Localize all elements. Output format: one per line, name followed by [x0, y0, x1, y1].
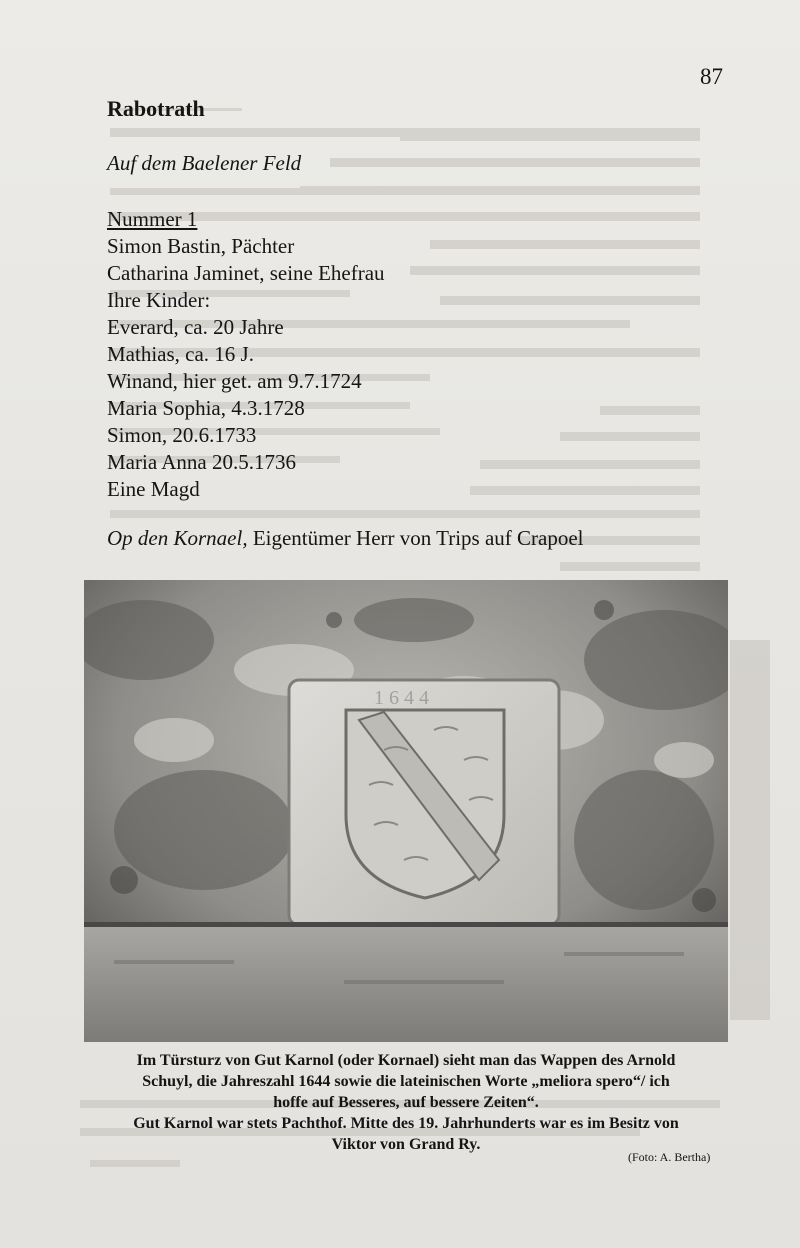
entry-line: Simon, 20.6.1733: [107, 423, 257, 447]
entry-line: Winand, hier get. am 9.7.1724: [107, 369, 362, 393]
entry-line: Everard, ca. 20 Jahre: [107, 315, 284, 339]
household-entry: [107, 206, 385, 503]
caption-line: Schuyl, die Jahreszahl 1644 sowie die lateinischen Worte „meliora spero“/ ich: [142, 1073, 670, 1090]
caption-line: hoffe auf Besseres, auf bessere Zeiten“.: [273, 1094, 539, 1111]
stone-lintel-image: [84, 580, 728, 1042]
entry-line: Ihre Kinder:: [107, 288, 211, 312]
entry-number-label: Nummer 1: [107, 207, 198, 231]
photo-credit: (Foto: A. Bertha): [628, 1150, 711, 1164]
entry-line: Maria Sophia, 4.3.1728: [107, 396, 305, 420]
caption-line: Viktor von Grand Ry.: [331, 1136, 481, 1153]
section-heading: Rabotrath: [107, 96, 205, 121]
location-subheading: Auf dem Baelener Feld: [107, 151, 302, 175]
place-line: [107, 526, 584, 551]
entry-line: Simon Bastin, Pächter: [107, 234, 295, 258]
entry-line: Catharina Jaminet, seine Ehefrau: [107, 261, 385, 285]
entry-line: Mathias, ca. 16 J.: [107, 342, 254, 366]
page-number: 87: [700, 64, 723, 89]
place-owner-text: Eigentümer Herr von Trips auf Crapoel: [247, 526, 584, 550]
caption-line: Gut Karnol war stets Pachthof. Mitte des 19. Jahrhunderts war es im Besitz von: [133, 1115, 679, 1132]
coat-of-arms-photo: [84, 580, 728, 1042]
caption-line: Im Türsturz von Gut Karnol (oder Kornael) sieht man das Wappen des Arnold: [136, 1052, 676, 1069]
place-name: Op den Kornael,: [107, 526, 248, 550]
entry-line: Maria Anna 20.5.1736: [107, 450, 296, 474]
entry-line: Eine Magd: [107, 477, 200, 501]
svg-text:1 6 4 4: 1 6 4 4: [374, 687, 429, 709]
photo-caption: [84, 1050, 728, 1155]
